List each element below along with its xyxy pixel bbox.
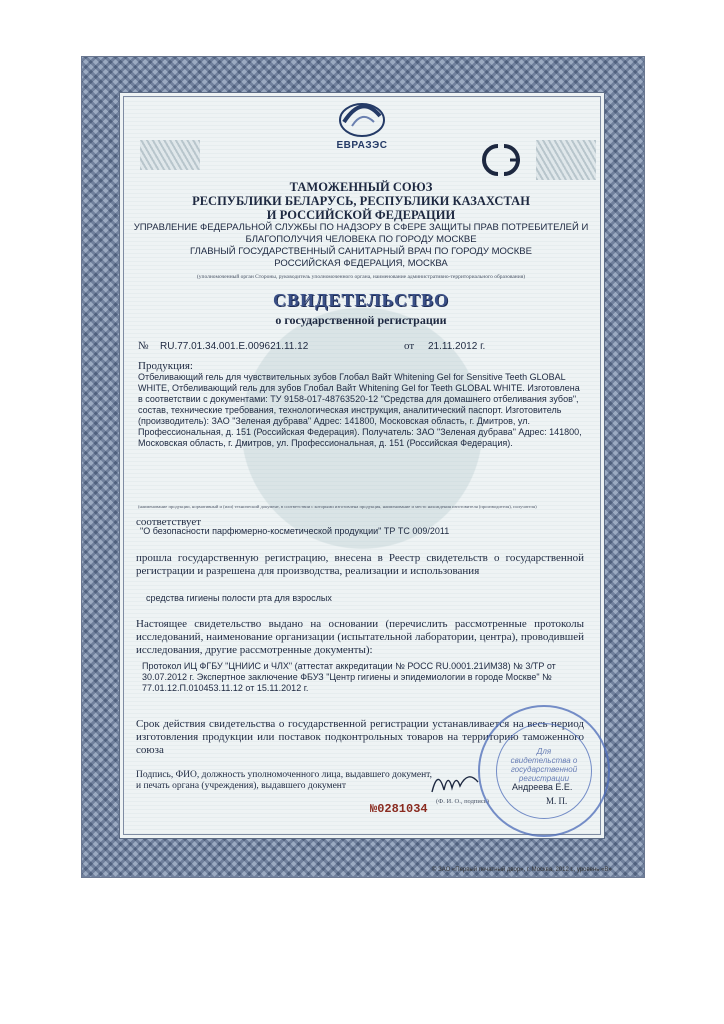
eurasec-logo bbox=[322, 92, 402, 162]
decorative-pattern-left bbox=[140, 140, 200, 170]
logo-text: ЕВРАЗЭС bbox=[336, 140, 388, 151]
stamp-text: Для свидетельства о государственной регистрации bbox=[510, 747, 578, 783]
signatory-name: Андреева Е.Е. bbox=[512, 782, 573, 792]
authority-line4: РОССИЙСКАЯ ФЕДЕРАЦИЯ, МОСКВА bbox=[274, 258, 448, 269]
authority-caption: (уполномоченный орган Стороны, руководитель уполномоченного органа, наименование административно-территориального образования) bbox=[196, 274, 526, 280]
document-subtitle: о государственной регистрации bbox=[275, 313, 447, 327]
product-label: Продукция: bbox=[138, 360, 193, 372]
authority-line2: БЛАГОПОЛУЧИЯ ЧЕЛОВЕКА ПО ГОРОДУ МОСКВЕ bbox=[245, 234, 477, 245]
decorative-pattern-right bbox=[536, 140, 596, 180]
basis-text: Настоящее свидетельство выдано на основании (перечислить рассмотренные протоколы исследований, наименование организации (испытательной лаборатории, центра), проводившей исследования, другие рассмотренные документы): bbox=[136, 618, 584, 656]
header-line2: РЕСПУБЛИКИ БЕЛАРУСЬ, РЕСПУБЛИКИ КАЗАХСТАН bbox=[192, 194, 530, 208]
official-stamp bbox=[478, 705, 610, 837]
authority-line1: УПРАВЛЕНИЕ ФЕДЕРАЛЬНОЙ СЛУЖБЫ ПО НАДЗОРУ В СФЕРЕ ЗАЩИТЫ ПРАВ ПОТРЕБИТЕЛЕЙ И bbox=[133, 222, 589, 233]
conforms-text: "О безопасности парфюмерно-косметической продукции" ТР ТС 009/2011 bbox=[140, 526, 450, 536]
product-caption: (наименование продукции, нормативный и (или) технический документ, в соответствии с которыми изготовлена продукция, наименование и место нахождения изготовителя (производителя), получателя) bbox=[138, 504, 537, 509]
signature-caption: (Ф. И. О., подпись) bbox=[436, 798, 489, 805]
printer-footer: © ЗАО «Первый печатный двор», г. Москва, 2012 г., уровень «В» bbox=[432, 867, 612, 873]
reg-date-label: от bbox=[404, 340, 415, 352]
header-line1: ТАМОЖЕННЫЙ СОЮЗ bbox=[289, 180, 433, 194]
validity-text: Срок действия свидетельства о государственной регистрации устанавливается на весь период изготовления продукции или поставок подконтрольных товаров на территорию таможенного союза bbox=[136, 718, 584, 756]
reg-number: RU.77.01.34.001.E.009621.11.12 bbox=[160, 341, 309, 352]
conforms-label: соответствует bbox=[136, 516, 202, 528]
seal-place: М. П. bbox=[546, 796, 568, 806]
eac-mark-icon bbox=[470, 140, 532, 180]
header-line3: И РОССИЙСКОЙ ФЕДЕРАЦИИ bbox=[266, 208, 456, 222]
authority-line3: ГЛАВНЫЙ ГОСУДАРСТВЕННЫЙ САНИТАРНЫЙ ВРАЧ ПО ГОРОДУ МОСКВЕ bbox=[190, 246, 532, 257]
signature-label: Подпись, ФИО, должность уполномоченного лица, выдавшего документ, и печать органа (учреждения), выдавшего документ bbox=[136, 770, 432, 791]
blank-number: №0281034 bbox=[370, 802, 428, 816]
registration-text: прошла государственную регистрацию, внесена в Реестр свидетельств о государственной регистрации и разрешена для производства, реализации и использования bbox=[136, 552, 584, 577]
reg-date: 21.11.2012 г. bbox=[428, 341, 486, 352]
basis-value: Протокол ИЦ ФГБУ "ЦНИИС и ЧЛХ" (аттестат аккредитации № РОСС RU.0001.21ИМ38) № 3/ТР от 30.07.2012 г. Экспертное заключение ФБУЗ "Центр гигиены и эпидемиологии в городе Москве" № 77.01.12.П.010453.11.12 от 15.11.2012 г. bbox=[142, 661, 556, 693]
usage-text: средства гигиены полости рта для взрослых bbox=[146, 593, 332, 603]
reg-number-label: № bbox=[138, 340, 149, 352]
document-title: СВИДЕТЕЛЬСТВО bbox=[272, 290, 450, 310]
product-text: Отбеливающий гель для чувствительных зубов Глобал Вайт Whitening Gel for Sensitive Teeth GLOBAL WHITE, Отбеливающий гель для зубов Глобал Вайт Whitening Gel for Teeth GLOBAL WHITE. Изготовлена в соответствии с документами: ТУ 9158-017-48763520-12 "Средства для домашнего отбеливания зубов", состав, технические требования, технологическая инструкция, аналитический паспорт. Изготовитель (производитель): ЗАО "Зеленая дубрава" Адрес: 141800, Московская область, г. Дмитров, ул. Профессиональная, д. 151 (Российская Федерация). Получатель: ЗАО "Зеленая дубрава" Адрес: 141800, Московская область, г. Дмитров, ул. Профессиональная, д. 151 (Российская Федерация). bbox=[138, 372, 582, 448]
eac-mark bbox=[470, 140, 532, 180]
eurasec-emblem-icon bbox=[322, 92, 402, 142]
